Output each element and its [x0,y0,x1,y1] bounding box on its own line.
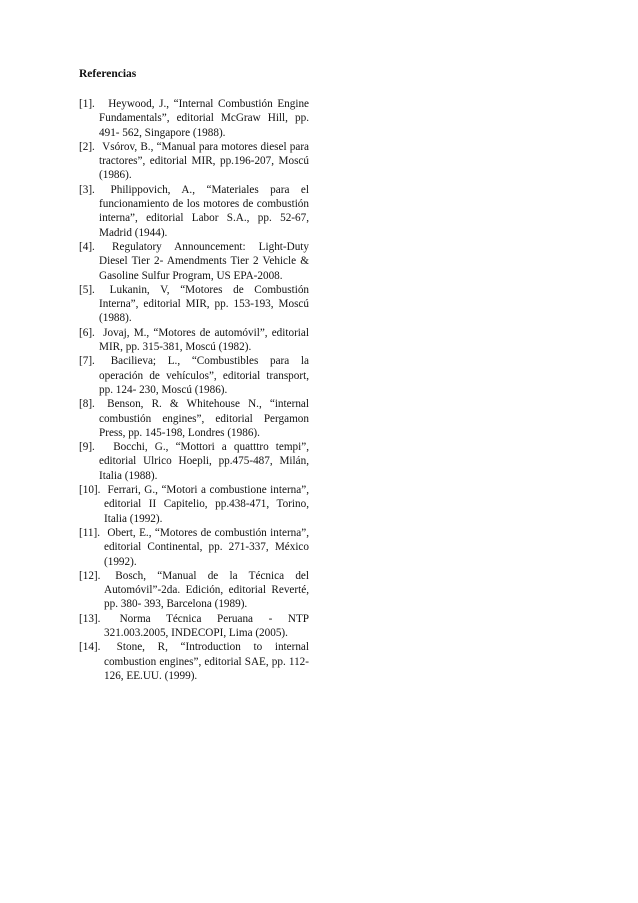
reference-number: [8]. [79,398,95,411]
reference-number: [1]. [79,98,95,110]
reference-number: [2]. [79,140,95,153]
reference-number: [5]. [79,283,95,296]
reference-number: [3]. [79,183,95,196]
reference-text: Benson, R. & Whitehouse N., “internal combustión engines”, editorial Pergamon Press, pp. 145-198, Londres (1986). [99,398,309,439]
reference-item [79,240,309,283]
reference-item [79,569,309,612]
reference-item [79,326,309,355]
reference-text: Heywood, J., “Internal Combustión Engine Fundamentals”, editorial McGraw Hill, pp. 491- 562, Singapore (1988). [99,98,310,139]
reference-number: [14]. [79,641,101,654]
reference-text: Bosch, “Manual de la Técnica del Automóvil”-2da. Edición, editorial Reverté, pp. 380- 393, Barcelona (1989). [104,569,309,611]
reference-item [79,140,309,183]
reference-text: Stone, R, “Introduction to internal combustion engines”, editorial SAE, pp. 112-126, EE.UU. (1999). [104,641,310,682]
reference-number: [12]. [79,569,101,582]
reference-item [79,397,309,440]
reference-number: [11]. [79,526,101,539]
reference-text: Jovaj, M., “Motores de automóvil”, editorial MIR, pp. 315-381, Moscú (1982). [99,326,309,354]
reference-text: Philippovich, A., “Materiales para el funcionamiento de los motores de combustión interna”, editorial Labor S.A., pp. 52-67, Madrid (1944). [99,183,310,239]
reference-item [79,640,309,683]
reference-number: [10]. [79,484,101,497]
reference-item [79,483,309,526]
reference-text: Bacilieva; L., “Combustibles para la operación de vehículos”, editorial transport, pp. 124- 230, Moscú (1986). [99,355,310,396]
reference-item [79,283,309,326]
reference-text: Lukanin, V, “Motores de Combustión Interna”, editorial MIR, pp. 153-193, Moscú (1988). [99,283,310,325]
reference-text: Vsórov, B., “Manual para motores diesel para tractores”, editorial MIR, pp.196-207, Moscú (1986). [99,140,310,182]
reference-text: Bocchi, G., “Mottori a quatttro tempi”, editorial Ulrico Hoepli, pp.475-487, Milán, Italia (1988). [99,441,310,482]
reference-number: [13]. [79,612,101,625]
section-heading: Referencias [79,68,137,80]
reference-text: Norma Técnica Peruana - NTP 321.003.2005, INDECOPI, Lima (2005). [104,612,310,639]
reference-item [79,183,309,240]
reference-number: [6]. [79,326,95,339]
reference-text: Ferrari, G., “Motori a combustione interna”, editorial II Capitelio, pp.438-471, Torino, Italia (1992). [104,484,309,525]
reference-item [79,440,309,483]
reference-number: [4]. [79,240,95,253]
reference-text: Regulatory Announcement: Light-Duty Diesel Tier 2- Amendments Tier 2 Vehicle & Gasoline Sulfur Program, US EPA-2008. [99,240,310,282]
reference-number: [7]. [79,355,95,368]
reference-item [79,354,309,397]
reference-number: [9]. [79,441,95,454]
reference-item [79,526,309,569]
reference-item [79,97,309,140]
reference-text: Obert, E., “Motores de combustión interna”, editorial Continental, pp. 271-337, México (1992). [104,526,310,568]
reference-item [79,612,309,641]
reference-list [79,97,309,683]
